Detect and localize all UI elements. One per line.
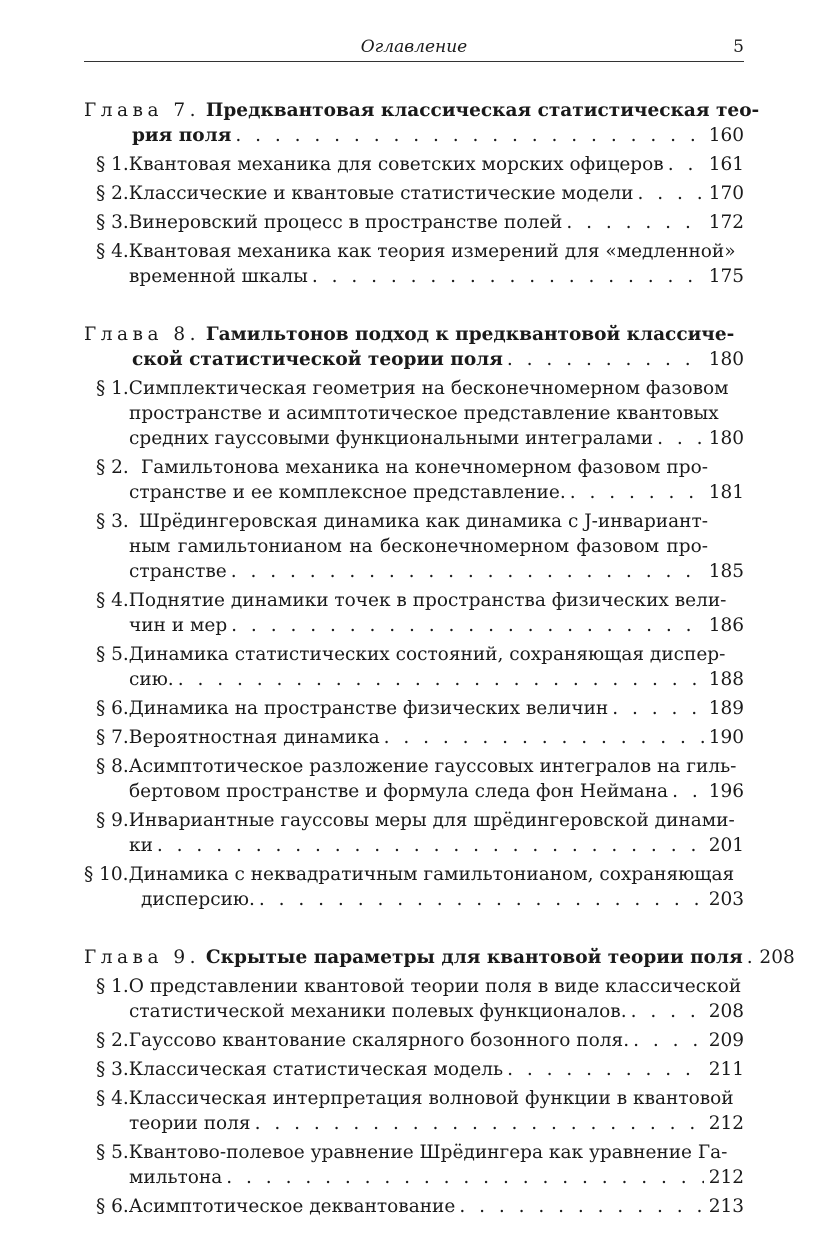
chapter-8 (84, 322, 744, 912)
toc-entry[interactable] (84, 239, 744, 289)
leader-dots (384, 725, 704, 750)
chapter-page: 208 (759, 947, 795, 968)
section-page: 201 (708, 835, 744, 856)
toc-entry[interactable] (84, 1140, 744, 1190)
chapter-heading-cont[interactable] (84, 123, 744, 148)
leader-dots (747, 945, 755, 970)
section-page: 212 (708, 1113, 744, 1134)
leader-dots (235, 123, 704, 148)
leader-dots (631, 999, 704, 1024)
section-number: § 5. (96, 644, 129, 665)
toc-entry[interactable] (84, 1057, 744, 1082)
leader-dots (612, 696, 704, 721)
leader-dots (507, 347, 704, 372)
section-page: 211 (708, 1059, 744, 1080)
section-title: Классические и квантовые статистические модели (128, 183, 634, 204)
section-title: Квантово-полевое уравнение Шрёдингера как уравнение Га- (128, 1142, 728, 1163)
leader-dots (255, 1111, 704, 1136)
section-number: § 4. (96, 1088, 129, 1109)
leader-dots (566, 210, 704, 235)
leader-dots (178, 667, 704, 692)
section-page: 181 (708, 482, 744, 503)
toc-entry[interactable] (84, 588, 744, 638)
section-title: Динамика на пространстве физических величин (128, 698, 609, 719)
section-page: 161 (708, 154, 744, 175)
section-number: § 3. (96, 212, 129, 233)
toc-entry[interactable] (84, 210, 744, 235)
section-number: § 2. (96, 457, 129, 478)
table-of-contents (84, 98, 795, 1252)
leader-dots (459, 1194, 704, 1219)
section-title-cont: средних гауссовыми функциональными интегралами (129, 428, 654, 449)
section-number: § 9. (96, 810, 129, 831)
section-title-cont: мильтона (129, 1167, 223, 1188)
section-title-cont: пространстве и асимптотическое представление квантовых (129, 403, 719, 424)
section-title-cont: бертовом пространстве и формула следа фон Неймана (129, 781, 669, 802)
leader-dots (231, 559, 704, 584)
toc-entry[interactable] (84, 725, 744, 750)
toc-entry[interactable] (84, 1086, 744, 1136)
chapter-title-cont: ской статистической теории поля (132, 349, 503, 370)
section-title: Вероятностная динамика (128, 727, 380, 748)
section-number: § 1. (96, 154, 129, 175)
section-page: 212 (708, 1167, 744, 1188)
section-number: § 4. (96, 241, 129, 262)
leader-dots (570, 480, 704, 505)
section-number: § 7. (96, 727, 129, 748)
chapter-9 (84, 945, 795, 1219)
section-title: Асимптотическое деквантование (128, 1196, 456, 1217)
section-title: Поднятие динамики точек в пространства физических вели- (128, 590, 727, 611)
chapter-page: 160 (708, 125, 744, 146)
leader-dots (637, 181, 704, 206)
chapter-page: 180 (708, 349, 744, 370)
toc-entry[interactable] (84, 1028, 744, 1053)
section-title-cont: временной шкалы (129, 266, 308, 287)
section-title: Шрёдингеровская динамика как динамика с J-инвариант- (138, 511, 708, 532)
section-page: 189 (708, 698, 744, 719)
leader-dots (507, 1057, 704, 1082)
section-title-cont: странстве и ее комплексное представление. (129, 482, 566, 503)
header-title: Оглавление (360, 37, 468, 57)
chapter-title: Предквантовая классическая статистическая тео- (205, 100, 760, 121)
toc-entry[interactable] (84, 376, 744, 451)
section-number: § 6. (96, 1196, 129, 1217)
leader-dots (668, 152, 704, 177)
section-title: Классическая статистическая модель (128, 1059, 504, 1080)
section-title: Динамика статистических состояний, сохраняющая диспер- (128, 644, 726, 665)
section-title-cont: ки (129, 835, 153, 856)
section-title-cont: дисперсию. (141, 889, 255, 910)
section-page: 208 (708, 1001, 744, 1022)
section-page: 175 (708, 266, 744, 287)
section-number: § 6. (96, 698, 129, 719)
chapter-label: Глава 8. (84, 324, 201, 345)
section-number: § 8. (96, 756, 129, 777)
toc-entry[interactable] (84, 754, 744, 804)
leader-dots (226, 1165, 704, 1190)
section-title-cont: сию. (129, 669, 174, 690)
chapter-label: Глава 9. (84, 947, 201, 968)
section-title: Инвариантные гауссовы меры для шрёдингеровской динами- (128, 810, 735, 831)
toc-entry[interactable] (84, 509, 744, 584)
section-title: О представлении квантовой теории поля в виде классической (128, 976, 742, 997)
section-title-cont: чин и мер (129, 615, 228, 636)
section-title: Асимптотическое разложение гауссовых интегралов на гиль- (128, 756, 737, 777)
section-title-cont: теории поля (129, 1113, 251, 1134)
leader-dots (633, 1028, 704, 1053)
section-page: 188 (708, 669, 744, 690)
section-number: § 3. (96, 1059, 129, 1080)
chapter-7 (84, 98, 760, 289)
toc-entry[interactable] (84, 974, 744, 1024)
section-page: 209 (708, 1030, 744, 1051)
running-header (84, 36, 744, 62)
section-page: 186 (708, 615, 744, 636)
section-number: § 4. (96, 590, 129, 611)
chapter-title-cont: рия поля (132, 125, 232, 146)
page-number: 5 (733, 37, 744, 57)
toc-entry[interactable] (84, 862, 744, 912)
section-title-cont: странстве (129, 561, 227, 582)
chapter-title: Гамильтонов подход к предквантовой классиче- (205, 324, 735, 345)
section-title: Винеровский процесс в пространстве полей (128, 212, 563, 233)
toc-entry[interactable] (84, 642, 744, 692)
toc-entry[interactable] (84, 181, 744, 206)
chapter-title: Скрытые параметры для квантовой теории поля (205, 947, 743, 968)
section-number: § 10. (84, 864, 129, 885)
section-title: Гамильтонова механика на конечномерном фазовом про- (141, 457, 708, 478)
section-title: Квантовая механика для советских морских офицеров (128, 154, 664, 175)
leader-dots (672, 779, 704, 804)
section-title-cont: ным гамильтонианом на бесконечномерном фазовом про- (129, 536, 708, 557)
section-page: 180 (708, 428, 744, 449)
section-page: 203 (708, 889, 744, 910)
section-number: § 1. (96, 976, 129, 997)
toc-entry[interactable] (84, 696, 744, 721)
toc-entry[interactable] (84, 808, 744, 858)
toc-entry[interactable] (84, 455, 744, 505)
section-page: 196 (708, 781, 744, 802)
leader-dots (312, 264, 704, 289)
chapter-heading (84, 98, 760, 123)
toc-entry[interactable] (84, 1194, 744, 1219)
chapter-heading (84, 322, 744, 347)
section-number: § 3. (96, 511, 129, 532)
chapter-label: Глава 7. (84, 100, 201, 121)
chapter-heading-cont[interactable] (84, 347, 744, 372)
leader-dots (657, 426, 704, 451)
section-title: Симплектическая геометрия на бесконечномерном фазовом (128, 378, 729, 399)
section-page: 170 (708, 183, 744, 204)
section-number: § 2. (96, 183, 129, 204)
toc-entry[interactable] (84, 152, 744, 177)
section-page: 190 (708, 727, 744, 748)
section-title: Динамика с неквадратичным гамильтонианом, сохраняющая (128, 864, 735, 885)
section-title: Гауссово квантование скалярного бозонного поля. (128, 1030, 630, 1051)
section-number: § 5. (96, 1142, 129, 1163)
section-page: 213 (708, 1196, 744, 1217)
section-number: § 1. (96, 378, 129, 399)
section-title: Квантовая механика как теория измерений для «медленной» (128, 241, 736, 262)
section-title-cont: статистической механики полевых функционалов. (129, 1001, 627, 1022)
section-number: § 2. (96, 1030, 129, 1051)
chapter-heading[interactable] (84, 945, 795, 970)
section-page: 172 (708, 212, 744, 233)
section-title: Классическая интерпретация волновой функции в квантовой (128, 1088, 734, 1109)
leader-dots (157, 833, 704, 858)
section-page: 185 (708, 561, 744, 582)
leader-dots (259, 887, 704, 912)
leader-dots (231, 613, 704, 638)
